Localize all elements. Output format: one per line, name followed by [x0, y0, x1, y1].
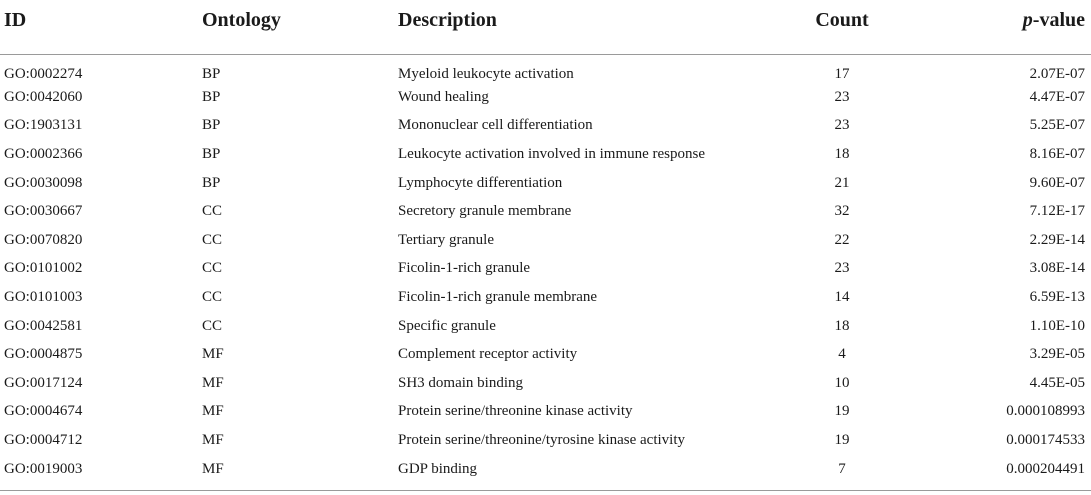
cell-count: 17	[834, 65, 850, 82]
cell-p-value: 4.45E-05	[1029, 374, 1085, 391]
cell-description: Myeloid leukocyte activation	[398, 65, 574, 82]
cell-description: Ficolin-1-rich granule	[398, 260, 531, 277]
cell-count: 22	[834, 231, 850, 248]
cell-p-value: 9.60E-07	[1029, 174, 1085, 191]
cell-id: GO:0030667	[4, 203, 83, 220]
cell-ontology: BP	[202, 88, 221, 105]
cell-id: GO:0004875	[4, 346, 83, 363]
cell-count: 21	[834, 174, 850, 191]
cell-p-value: 0.000108993	[1006, 403, 1085, 420]
cell-ontology: MF	[202, 403, 224, 420]
cell-p-value: 2.07E-07	[1029, 65, 1085, 82]
table-row	[0, 197, 1091, 226]
cell-ontology: CC	[202, 289, 223, 306]
cell-id: GO:0004712	[4, 432, 83, 449]
cell-id: GO:0042581	[4, 317, 83, 334]
table-bottom-rule	[0, 490, 1091, 491]
cell-ontology: MF	[202, 432, 224, 449]
cell-p-value: 2.29E-14	[1029, 231, 1085, 248]
table-row	[0, 426, 1091, 455]
header-ontology: Ontology	[200, 0, 398, 55]
cell-description: Leukocyte activation involved in immune response	[398, 146, 706, 163]
cell-count: 4	[838, 346, 846, 363]
cell-p-value: 0.000174533	[1006, 432, 1085, 449]
table-row	[0, 369, 1091, 398]
cell-ontology: CC	[202, 317, 223, 334]
cell-id: GO:0101002	[4, 260, 83, 277]
cell-count: 18	[834, 146, 850, 163]
cell-count: 10	[834, 374, 850, 391]
cell-p-value: 3.08E-14	[1029, 260, 1085, 277]
table-row	[0, 283, 1091, 312]
header-description: Description	[398, 0, 800, 55]
cell-id: GO:1903131	[4, 117, 83, 134]
cell-description: Ficolin-1-rich granule membrane	[398, 289, 598, 306]
cell-count: 18	[834, 317, 850, 334]
cell-description: Complement receptor activity	[398, 346, 578, 363]
header-p-italic: p	[1022, 8, 1033, 31]
cell-ontology: MF	[202, 346, 224, 363]
header-p-suffix: -value	[1032, 8, 1085, 31]
cell-description: Protein serine/threonine kinase activity	[398, 403, 633, 420]
cell-ontology: BP	[202, 65, 221, 82]
cell-ontology: MF	[202, 374, 224, 391]
table-row	[0, 398, 1091, 427]
cell-ontology: BP	[202, 174, 221, 191]
cell-p-value: 0.000204491	[1006, 460, 1085, 477]
cell-id: GO:0030098	[4, 174, 83, 191]
cell-id: GO:0017124	[4, 374, 83, 391]
cell-description: Protein serine/threonine/tyrosine kinase activity	[398, 432, 686, 449]
cell-p-value: 8.16E-07	[1029, 146, 1085, 163]
cell-description: GDP binding	[398, 460, 478, 477]
cell-count: 7	[838, 460, 846, 477]
cell-id: GO:0101003	[4, 289, 83, 306]
cell-description: Mononuclear cell differentiation	[398, 117, 593, 134]
cell-ontology: MF	[202, 460, 224, 477]
cell-ontology: CC	[202, 260, 223, 277]
cell-id: GO:0002366	[4, 146, 83, 163]
cell-ontology: BP	[202, 146, 221, 163]
table-row	[0, 83, 1091, 112]
cell-description: Tertiary granule	[398, 231, 494, 248]
table-row	[0, 226, 1091, 255]
cell-count: 32	[834, 203, 850, 220]
table-row	[0, 112, 1091, 141]
table-row	[0, 312, 1091, 341]
cell-id: GO:0042060	[4, 88, 83, 105]
cell-count: 23	[834, 117, 850, 134]
cell-p-value: 7.12E-17	[1029, 203, 1085, 220]
table-header	[0, 0, 1091, 55]
cell-p-value: 5.25E-07	[1029, 117, 1085, 134]
header-p-value	[940, 0, 1091, 55]
cell-p-value: 3.29E-05	[1029, 346, 1085, 363]
cell-id: GO:0019003	[4, 460, 83, 477]
cell-ontology: CC	[202, 203, 223, 220]
header-count: Count	[800, 0, 940, 55]
table-row	[0, 55, 1091, 84]
cell-id: GO:0070820	[4, 231, 83, 248]
cell-description: Specific granule	[398, 317, 496, 334]
table-row	[0, 455, 1091, 484]
cell-p-value: 4.47E-07	[1029, 88, 1085, 105]
header-row	[0, 0, 1091, 55]
cell-count: 23	[834, 88, 850, 105]
cell-count: 19	[834, 403, 850, 420]
header-id: ID	[0, 0, 200, 55]
cell-count: 14	[834, 289, 850, 306]
cell-count: 23	[834, 260, 850, 277]
table-row	[0, 169, 1091, 198]
cell-ontology: CC	[202, 231, 223, 248]
table-row	[0, 340, 1091, 369]
table-row	[0, 255, 1091, 284]
cell-description: Secretory granule membrane	[398, 203, 572, 220]
cell-description: Wound healing	[398, 88, 489, 105]
table-body	[0, 55, 1091, 484]
cell-id: GO:0002274	[4, 65, 83, 82]
cell-id: GO:0004674	[4, 403, 83, 420]
cell-description: SH3 domain binding	[398, 374, 524, 391]
cell-ontology: BP	[202, 117, 221, 134]
cell-description: Lymphocyte differentiation	[398, 174, 563, 191]
table-row	[0, 140, 1091, 169]
cell-p-value: 1.10E-10	[1029, 317, 1085, 334]
cell-count: 19	[834, 432, 850, 449]
cell-p-value: 6.59E-13	[1029, 289, 1085, 306]
